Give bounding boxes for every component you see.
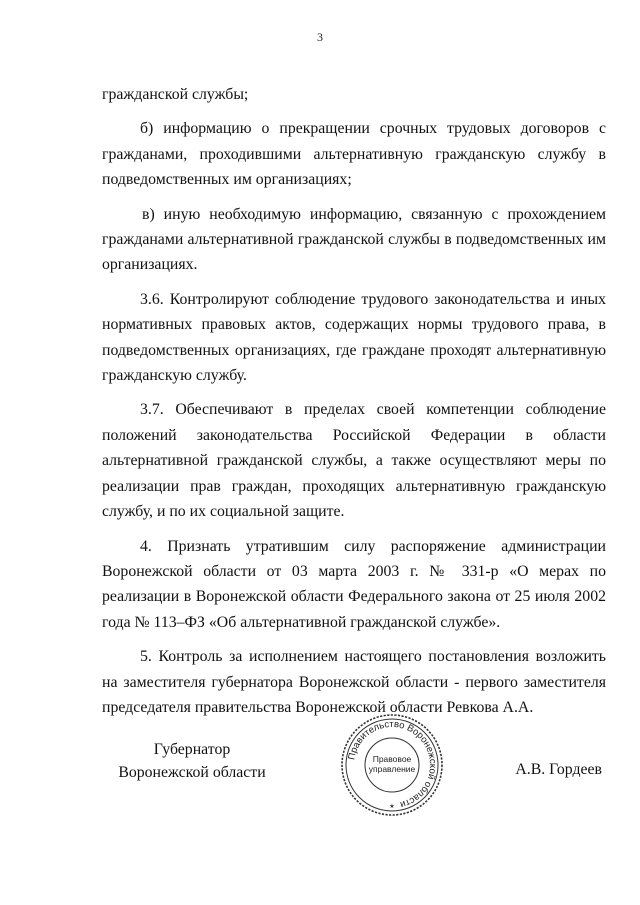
seal-center-line1: Правовое	[372, 754, 412, 764]
paragraph-5: 5. Контроль за исполнением настоящего постановления возложить на заместителя губернатора Воронежской области - первого заместителя председателя правительства Воронежской области Ревкова А.А.	[102, 648, 606, 716]
paragraph-item-v: в) иную необходимую информацию, связанную с прохождением гражданами альтернативной гражданской службы в подведомственных им организациях.	[102, 205, 606, 274]
signatory-title-line2: Воронежской области	[118, 764, 266, 781]
paragraph-4: 4. Признать утратившим силу распоряжение администрации Воронежской области от 03 марта 2003 г. № 331-р «О мерах по реализации в Воронежской области Федерального закона от 25 июля 2002 года № 113–ФЗ «Об альтернативной гражданской службе».	[102, 537, 606, 631]
seal-ring-text: Правительство Воронежской области	[346, 718, 439, 811]
signatory-title	[102, 738, 282, 784]
document-body	[102, 82, 606, 720]
paragraph-3-6: 3.6. Контролируют соблюдение трудового законодательства и иных нормативных правовых актов, содержащих нормы трудового права, в подведомственных организациях, где граждане проходят альтернативную гражданскую службу.	[102, 290, 606, 385]
signatory-title-line1: Губернатор	[153, 741, 231, 758]
seal-star-icon: ★	[389, 803, 395, 810]
page-number: 3	[317, 30, 323, 44]
official-stamp-seal	[339, 712, 445, 818]
paragraph-3-7: 3.7. Обеспечивают в пределах своей компетенции соблюдение положений законодательства Российской Федерации в области альтернативной гражданской службы, а также осуществляют меры по реализации прав граждан, проходящих альтернативную гражданскую службу, и по их социальной защите.	[102, 401, 606, 521]
signatory-name: А.В. Гордеев	[515, 761, 602, 778]
seal-center-line2: управление	[368, 764, 416, 774]
paragraph-item-b: б) информацию о прекращении срочных трудовых договоров с гражданами, проходившими альтернативную гражданскую службу в подведомственных им организациях;	[102, 120, 606, 189]
paragraph-continuation: гражданской службы;	[102, 86, 249, 103]
